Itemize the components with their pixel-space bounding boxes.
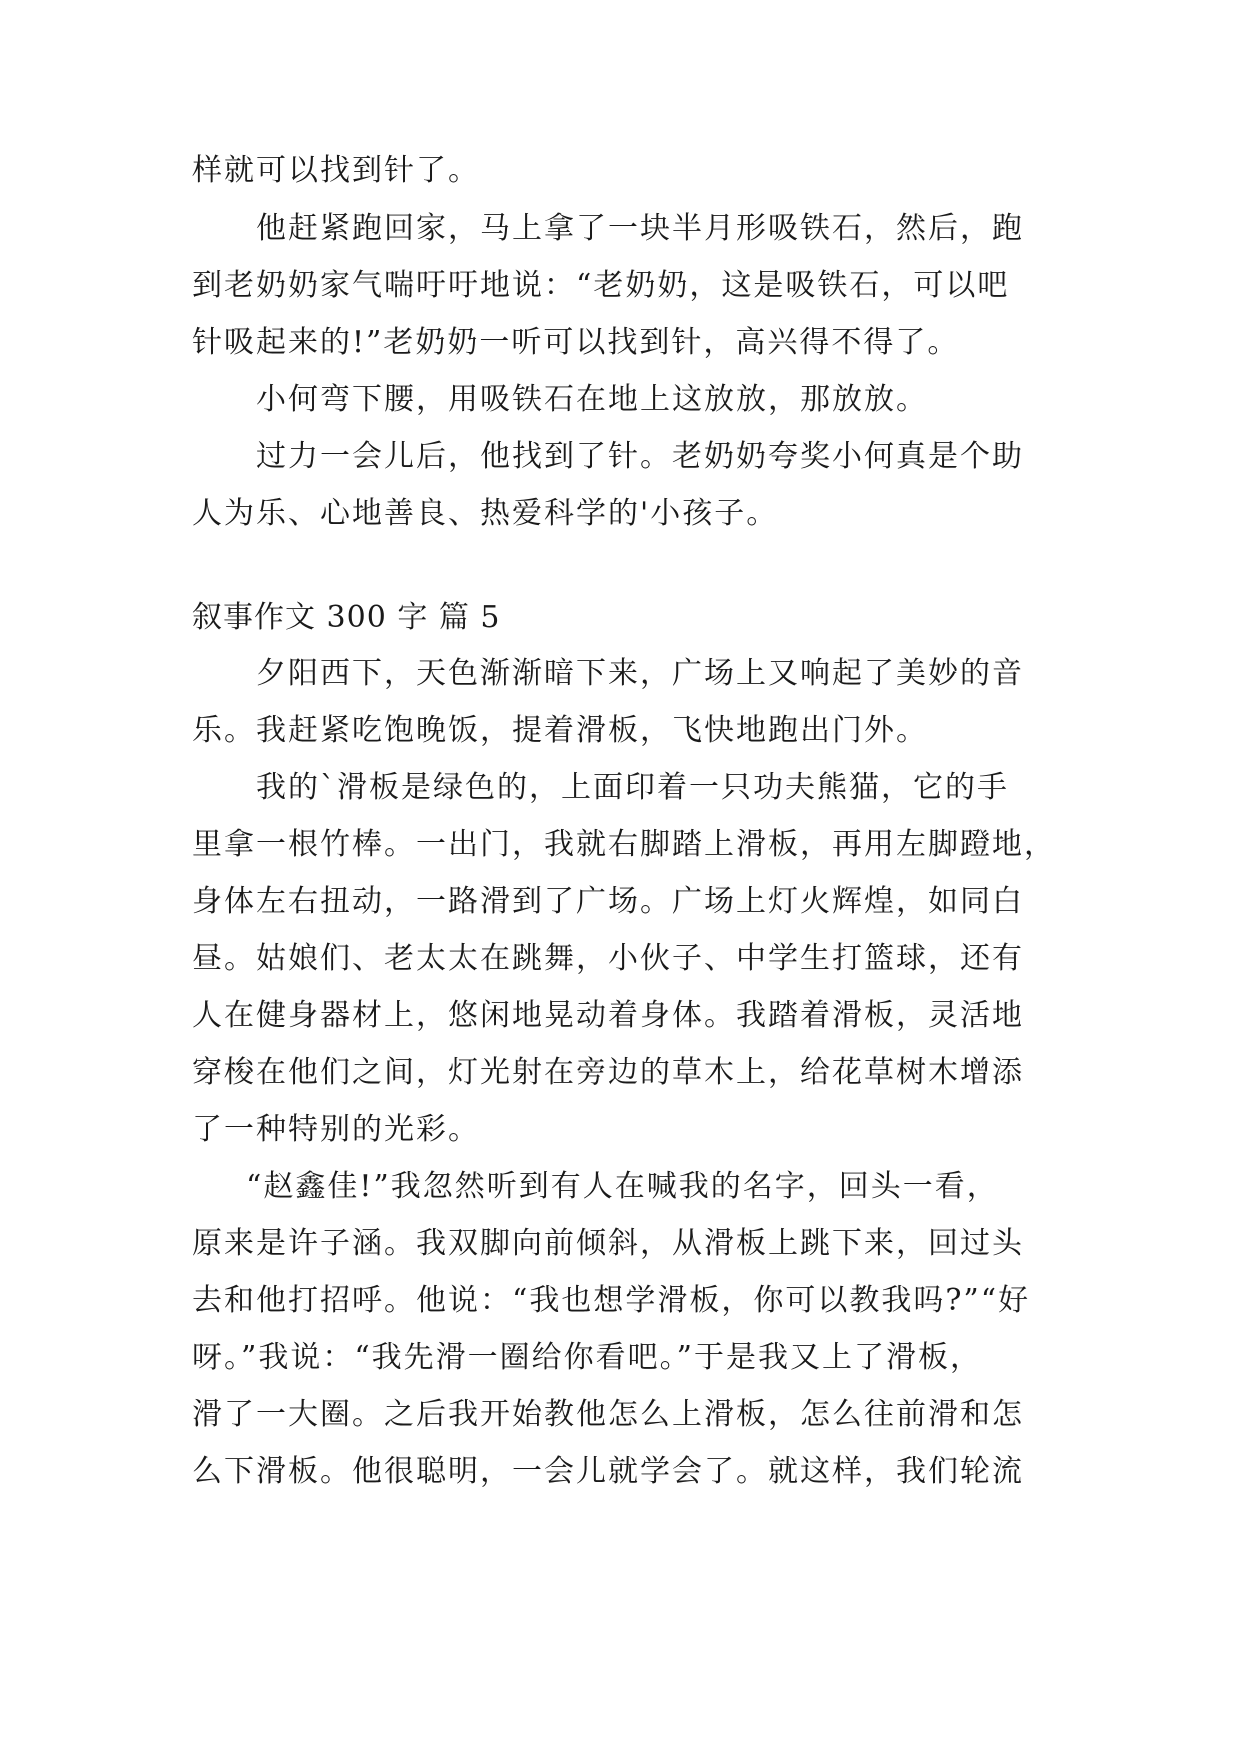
paragraph-start-line: 过力一会儿后，他找到了针。老奶奶夸奖小何真是个助 [256, 439, 1024, 474]
text-line: 人为乐、心地善良、热爱科学的'小孩子。 [192, 496, 779, 531]
text-line: 里拿一根竹棒。一出门，我就右脚踏上滑板，再用左脚蹬地， [192, 827, 1056, 862]
text-line: 去和他打招呼。他说：“我也想学滑板，你可以教我吗?”“好 [192, 1283, 1031, 1318]
paragraph-start-line: 他赶紧跑回家，马上拿了一块半月形吸铁石，然后，跑 [256, 211, 1024, 246]
paragraph-start-line: 夕阳西下，天色渐渐暗下来，广场上又响起了美妙的音 [256, 656, 1024, 691]
text-line: 乐。我赶紧吃饱晚饭，提着滑板，飞快地跑出门外。 [192, 713, 928, 748]
text-line: 么下滑板。他很聪明，一会儿就学会了。就这样，我们轮流 [192, 1454, 1024, 1489]
paragraph-start-line: 小何弯下腰，用吸铁石在地上这放放，那放放。 [256, 382, 928, 417]
text-line: 穿梭在他们之间，灯光射在旁边的草木上，给花草树木增添 [192, 1055, 1024, 1090]
text-line: 呀。”我说：“我先滑一圈给你看吧。”于是我又上了滑板， [192, 1340, 983, 1375]
text-line: 了一种特别的光彩。 [192, 1112, 480, 1147]
text-line: 原来是许子涵。我双脚向前倾斜，从滑板上跳下来，回过头 [192, 1226, 1024, 1261]
text-line: 滑了一大圈。之后我开始教他怎么上滑板，怎么往前滑和怎 [192, 1397, 1024, 1432]
text-line: 身体左右扭动，一路滑到了广场。广场上灯火辉煌，如同白 [192, 884, 1024, 919]
text-line: 到老奶奶家气喘吁吁地说：“老奶奶，这是吸铁石，可以吧 [192, 268, 1010, 303]
paragraph-start-line: “赵鑫佳!”我忽然听到有人在喊我的名字，回头一看， [246, 1169, 999, 1204]
text-line: 样就可以找到针了。 [192, 153, 480, 188]
paragraph-start-line: 我的`滑板是绿色的，上面印着一只功夫熊猫，它的手 [256, 770, 1009, 805]
text-line: 针吸起来的!”老奶奶一听可以找到针，高兴得不得了。 [192, 325, 960, 360]
text-line: 昼。姑娘们、老太太在跳舞，小伙子、中学生打篮球，还有 [192, 941, 1024, 976]
section-heading: 叙事作文 300 字 篇 5 [192, 600, 501, 635]
text-line: 人在健身器材上，悠闲地晃动着身体。我踏着滑板，灵活地 [192, 998, 1024, 1033]
